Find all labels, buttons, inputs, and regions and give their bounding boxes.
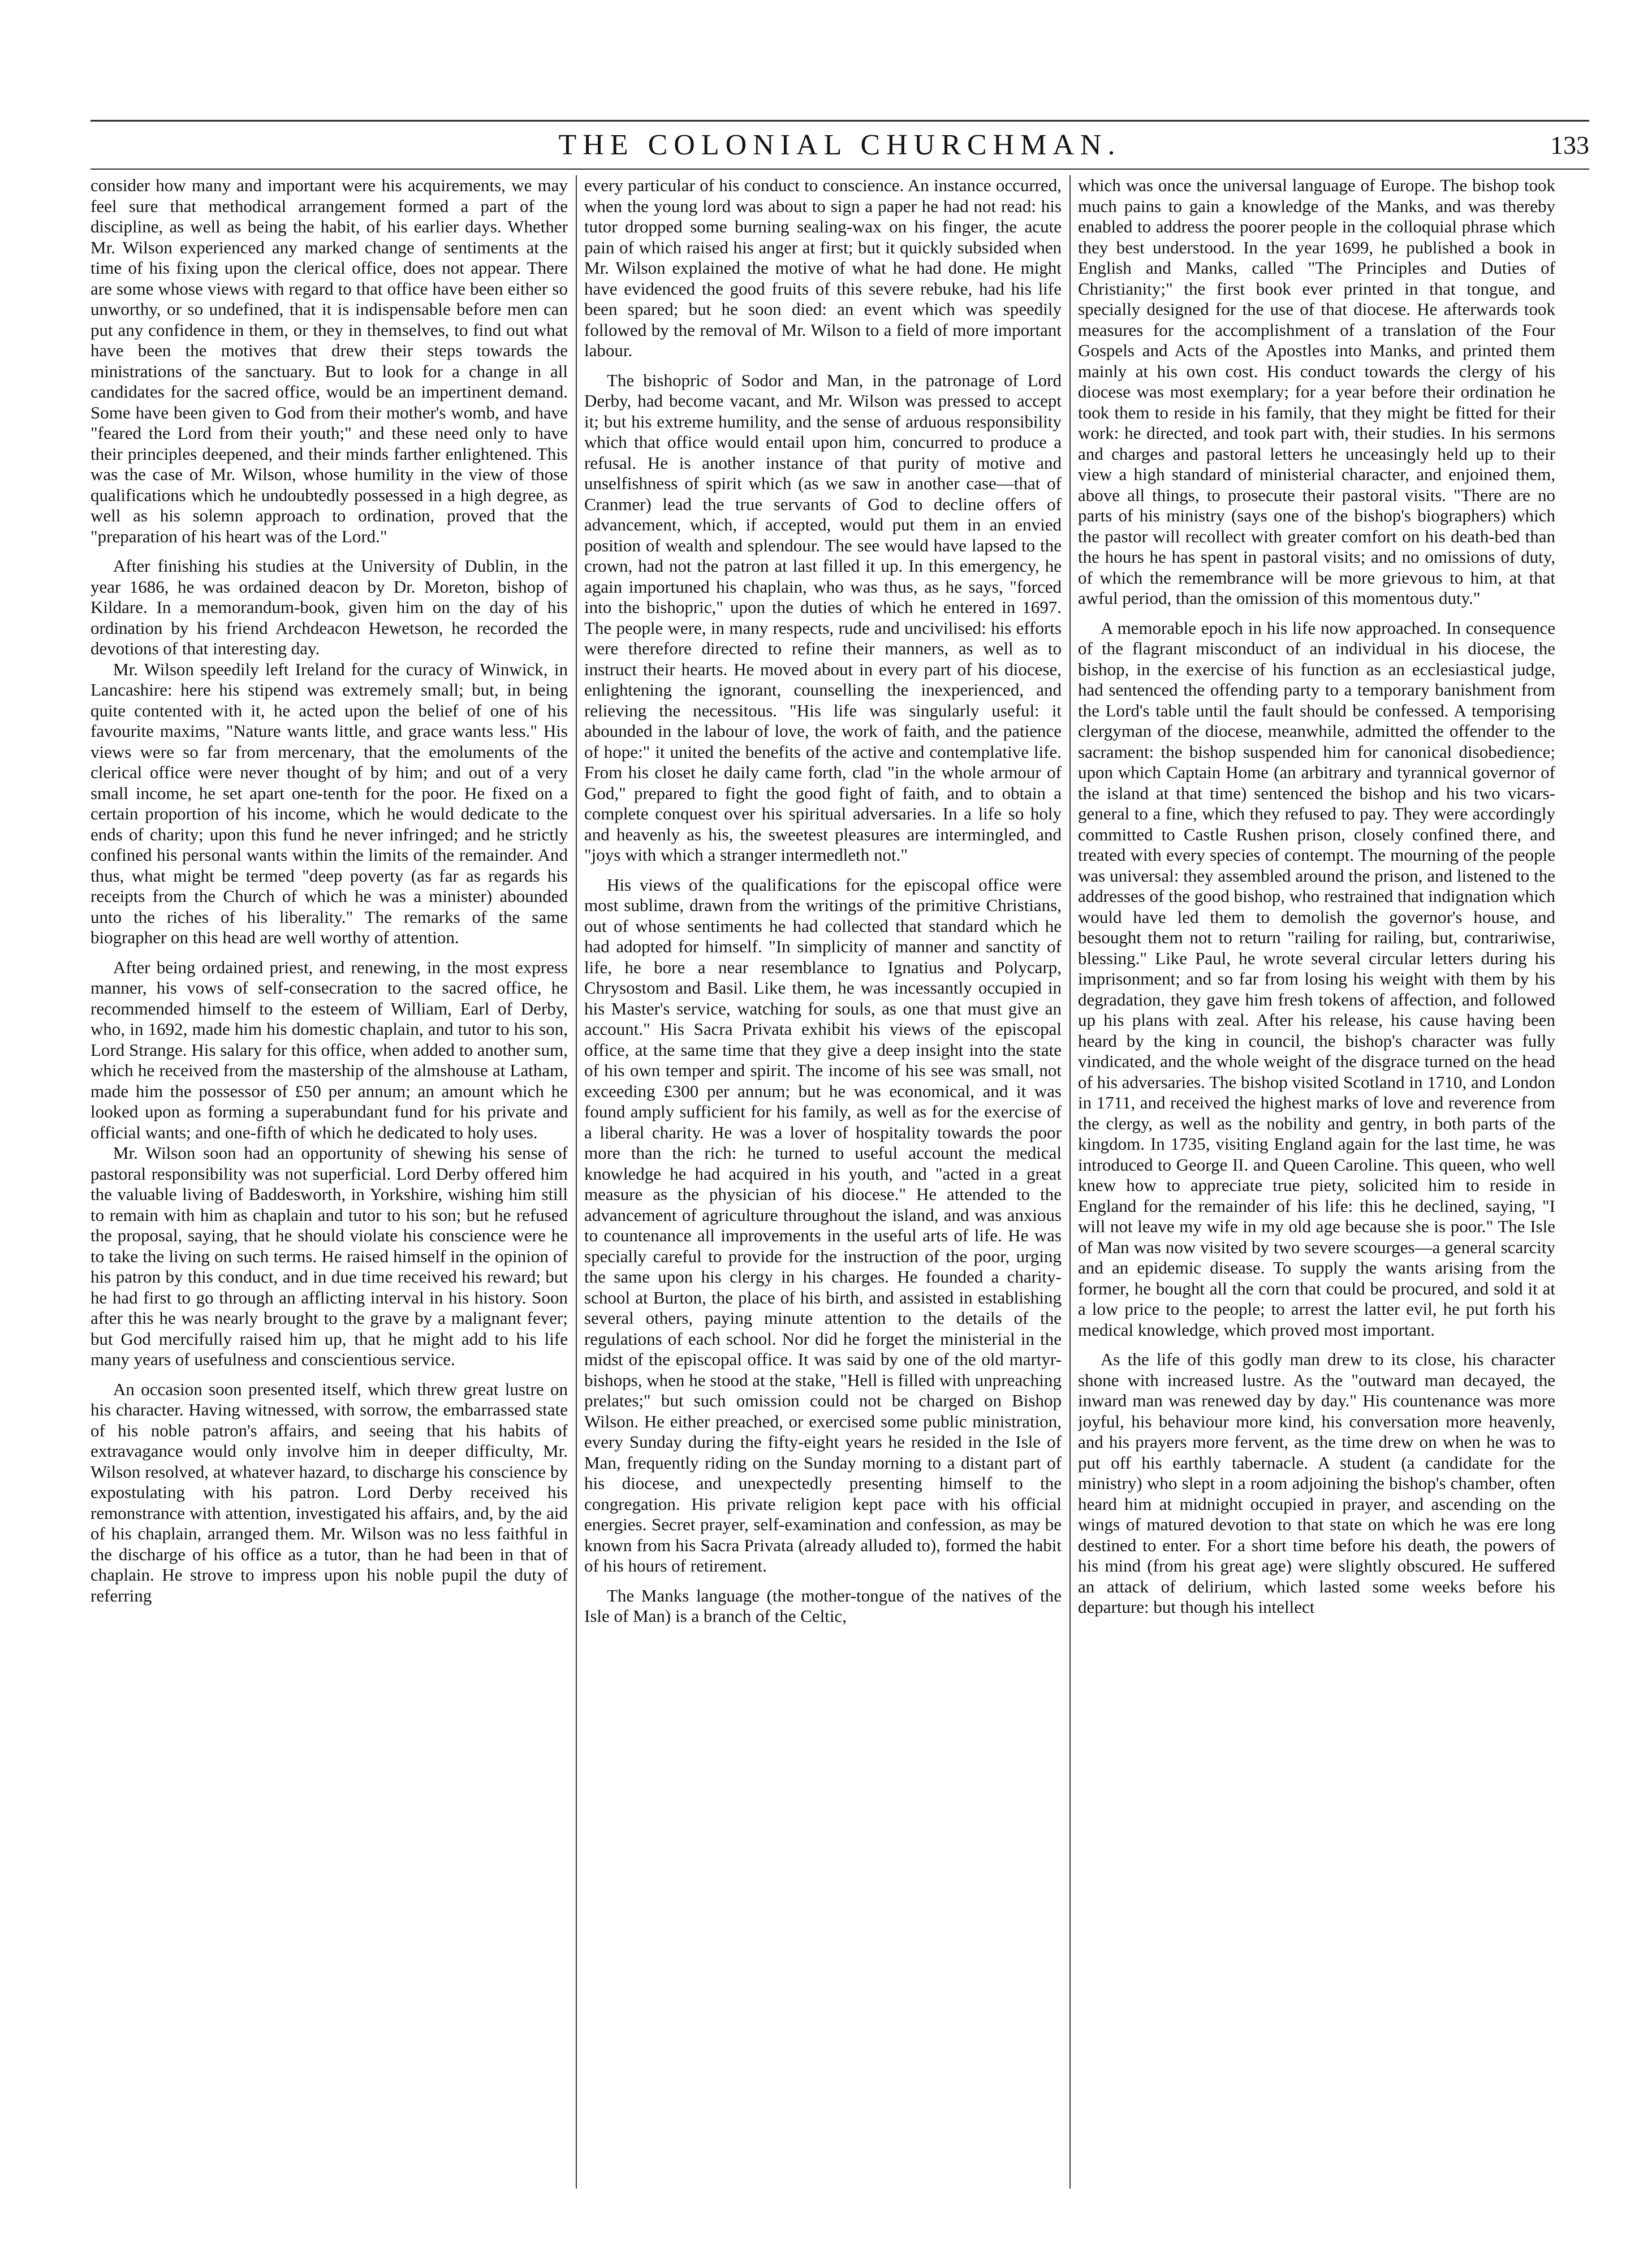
paragraph: After finishing his studies at the University of Dublin, in the year 1686, he was ordained deacon by Dr. Moreton, bishop of Kildare. In a memorandum-book, given him on the day of his ordination by his friend Archdeacon Hewetson, he recorded the devotions of that interesting day. [90,556,568,658]
column-divider [1069,175,1071,2189]
paragraph: every particular of his conduct to conscience. An instance occurred, when the young lord was about to sign a paper he had not read: his tutor dropped some burning sealing-wax on his finger, the acute pain of which raised his anger at first; but it quickly subsided when Mr. Wilson explained the motive of what he had done. He might have evidenced the good fruits of this severe rebuke, had his life been spared; but he soon died: an event which was speedily followed by the removal of Mr. Wilson to a field of more important labour. [584,175,1062,360]
paragraph: After being ordained priest, and renewing, in the most express manner, his vows of self-consecration to the sacred office, he recommended himself to the esteem of William, Earl of Derby, who, in 1692, made him his domestic chaplain, and tutor to his son, Lord Strange. His salary for this office, when added to another sum, which he received from the mastership of the almshouse at Latham, made him the possessor of £50 per annum; an amount which he looked upon as forming a superabundant fund for his private and official wants; and one-fifth of which he dedicated to holy uses. [90,957,568,1142]
paragraph: which was once the universal language of Europe. The bishop took much pains to gain a knowledge of the Manks, and was thereby enabled to address the poorer people in the colloquial phrase which they best understood. In the year 1699, he published a book in English and Manks, called "The Principles and Duties of Christianity;" the first book ever printed in that tongue, and specially designed for the use of that diocese. He afterwards took measures for the accomplishment of a translation of the Four Gospels and Acts of the Apostles into Manks, and printed them mainly at his own cost. His conduct towards the clergy of his diocese was most exemplary; for a year before their ordination he took them to reside in his family, that they might be fitted for their work: he directed, and took part with, their studies. In his sermons and charges and pastoral letters he unceasingly held up to their view a high standard of ministerial character, and enjoined them, above all things, to prosecute their pastoral visits. "There are no parts of his ministry (says one of the bishop's biographers) which the pastor will recollect with greater comfort on his death-bed than the hours he has spent in pastoral visits; and no omissions of duty, of which the remembrance will be more grievous to him, at that awful period, than the omission of this momentous duty." [1078,175,1555,608]
paragraph: As the life of this godly man drew to its close, his character shone with increased lustre. As the "outward man decayed, the inward man was renewed day by day." His countenance was more joyful, his behaviour more kind, his conversation more heavenly, and his prayers more fervent, as the time drew on when he was to put off his earthly tabernacle. A student (a candidate for the ministry) who slept in a room adjoining the bishop's chamber, often heard him at midnight occupied in prayer, and ascending on the wings of matured devotion to that state on which he was ere long destined to enter. For a short time before his death, the powers of his mind (from his great age) were slightly obscured. He suffered an attack of delirium, which lasted some weeks before his departure: but though his intellect [1078,1349,1555,1617]
paragraph: An occasion soon presented itself, which threw great lustre on his character. Having witnessed, with sorrow, the embarrassed state of his noble patron's affairs, and seeing that his habits of extravagance would only involve him in deeper difficulty, Mr. Wilson resolved, at whatever hazard, to discharge his conscience by expostulating with his patron. Lord Derby received his remonstrance with attention, investigated his affairs, and, by the aid of his chaplain, arranged them. Mr. Wilson was no less faithful in the discharge of his office as a tutor, than he had been in that of chaplain. He strove to impress upon his noble pupil the duty of referring [90,1379,568,1605]
paragraph: Mr. Wilson speedily left Ireland for the curacy of Winwick, in Lancashire: here his stipend was extremely small; but, in being quite contented with it, he acted upon the belief of one of his favourite maxims, "Nature wants little, and grace wants less." His views were so far from mercenary, that the emoluments of the clerical office were never thought of by him; and out of a very small income, he set apart one-tenth for the poor. He fixed on a certain proportion of his income, which he would dedicate to the ends of charity; upon this fund he never infringed; and he strictly confined his personal wants within the limits of the remainder. And thus, what might be termed "deep poverty (as far as regards his receipts from the Church of which he was a minister) abounded unto the riches of his liberality." The remarks of the same biographer on this head are well worthy of attention. [90,659,568,947]
paragraph: A memorable epoch in his life now approached. In consequence of the flagrant misconduct of an individual in his diocese, the bishop, in the exercise of his function as an ecclesiastical judge, had sentenced the offending party to a temporary banishment from the Lord's table until the fault should be confessed. A temporising clergyman of the diocese, meanwhile, admitted the offender to the sacrament: the bishop suspended him for canonical disobedience; upon which Captain Home (an arbitrary and tyrannical governor of the island at that time) sentenced the bishop and his two vicars-general to a fine, which they refused to pay. They were accordingly committed to Castle Rushen prison, closely confined there, and treated with every species of contempt. The mourning of the people was universal: they assembled around the prison, and listened to the addresses of the good bishop, who restrained that indignation which would have led them to demolish the governor's house, and besought them not to return "railing for railing, but, contrariwise, blessing." Like Paul, he wrote several circular letters during his imprisonment; and so far from losing his weight with them by his degradation, they gave him fresh tokens of affection, and followed up his plans with zeal. After his release, his cause having been heard by the king in council, the bishop's character was fully vindicated, and the whole weight of the disgrace turned on the head of his adversaries. The bishop visited Scotland in 1710, and London in 1711, and received the highest marks of love and reverence from the clergy, as well as the nobility and gentry, in both parts of the kingdom. In 1735, visiting England again for the last time, he was introduced to George II. and Queen Caroline. This queen, who well knew how to appreciate true piety, solicited him to reside in England for the remainder of his life: this he declined, saying, "I will not leave my wife in my old age because she is poor." The Isle of Man was now visited by two severe scourges—a general scarcity and an epidemic disease. To supply the wants arising from the former, he bought all the corn that could be procured, and sold it at a low price to the people; to arrest the latter evil, he put forth his medical knowledge, which proved most important. [1078,618,1555,1340]
header-rule-bottom [90,169,1589,170]
paragraph: The bishopric of Sodor and Man, in the patronage of Lord Derby, had become vacant, and Mr. Wilson was pressed to accept it; but his extreme humility, and the sense of arduous responsibility which that office would entail upon him, concurred to produce a refusal. He is another instance of that purity of motive and unselfishness of spirit which (as we saw in another case—that of Cranmer) lead the true servants of God to decline offers of advancement, which, if accepted, would put them in an envied position of wealth and splendour. The see would have lapsed to the crown, had not the patron at last filled it up. In this emergency, he again importuned his chaplain, who was thus, as he says, "forced into the bishopric," upon the duties of which he entered in 1697. The people were, in many respects, rude and uncivilised: his efforts were therefore directed to refine their manners, as well as to instruct their hearts. He moved about in every part of his diocese, enlightening the ignorant, counselling the inexperienced, and relieving the necessitous. "His life was singularly useful: it abounded in the labour of love, the work of faith, and the patience of hope:" it united the benefits of the active and contemplative life. From his closet he daily came forth, clad "in the whole armour of God," prepared to fight the good fight of faith, and to obtain a complete conquest over his spiritual adversaries. In a life so holy and heavenly as his, the sweetest pleasures are intermingled, and "joys with which a stranger intermedleth not." [584,370,1062,865]
column-3 [1078,175,1555,2189]
text-columns [90,175,1589,2189]
column-1 [90,175,568,2189]
paragraph: Mr. Wilson soon had an opportunity of shewing his sense of pastoral responsibility was not superficial. Lord Derby offered him the valuable living of Baddesworth, in Yorkshire, wishing him still to remain with him as chaplain and tutor to his son; but he refused the proposal, saying, that he should violate his conscience were he to take the living on such terms. He raised himself in the opinion of his patron by this conduct, and in due time received his reward; but he had first to go through an afflicting interval in his history. Soon after this he was nearly brought to the grave by a malignant fever; but God mercifully raised him up, that he might add to his life many years of usefulness and conscientious service. [90,1143,568,1369]
page-header [90,128,1589,163]
header-rule-top [90,120,1589,122]
column-2 [584,175,1062,2189]
page-number: 133 [1550,131,1589,159]
running-title: THE COLONIAL CHURCHMAN. [558,129,1122,161]
paragraph: consider how many and important were his acquirements, we may feel sure that methodical arrangement formed a part of the discipline, as well as being the habit, of his earlier days. Whether Mr. Wilson experienced any marked change of sentiments at the time of his fixing upon the clerical office, does not appear. There are some whose views with regard to that office have been either so unworthy, or so undefined, that it is indispensable before men can put any confidence in them, or they in themselves, to find out what have been the motives that drew their steps towards the ministrations of the sanctuary. But to look for a change in all candidates for the sacred office, would be an impertinent demand. Some have been given to God from their mother's womb, and have "feared the Lord from their youth;" and these need only to have their principles deepened, and their minds farther enlightened. This was the case of Mr. Wilson, whose humility in the view of those qualifications which he undoubtedly possessed in a high degree, as well as his solemn approach to ordination, proved that the "preparation of his heart was of the Lord." [90,175,568,546]
paragraph: The Manks language (the mother-tongue of the natives of the Isle of Man) is a branch of the Celtic, [584,1585,1062,1626]
column-divider [576,175,577,2189]
paragraph: His views of the qualifications for the episcopal office were most sublime, drawn from the writings of the primitive Christians, out of whose sentiments he had collected that standard which he had adopted for himself. "In simplicity of manner and sanctity of life, he bore a near resemblance to Ignatius and Polycarp, Chrysostom and Basil. Like them, he was incessantly occupied in his Master's service, watching for souls, as one that must give an account." His Sacra Privata exhibit his views of the episcopal office, at the same time that they give a deep insight into the state of his own temper and spirit. The income of his see was small, not exceeding £300 per annum; but he was economical, and it was found amply sufficient for his family, as well as for the exercise of a liberal charity. He was a lover of hospitality towards the poor more than the rich: he turned to useful account the medical knowledge he had acquired in his youth, and "acted in a great measure as the physician of his diocese." He attended to the advancement of agriculture throughout the island, and was anxious to countenance all improvements in the useful arts of life. He was specially careful to provide for the instruction of the poor, urging the same upon his clergy in his charges. He founded a charity-school at Burton, the place of his birth, and assisted in establishing several others, paying minute attention to the details of the regulations of each school. Nor did he forget the ministerial in the midst of the episcopal office. It was said by one of the old martyr-bishops, when he stood at the stake, "Hell is filled with unpreaching prelates;" but such omission could not be charged on Bishop Wilson. He either preached, or exercised some public ministration, every Sunday during the fifty-eight years he resided in the Isle of Man, frequently riding on the Sunday morning to a distant part of his diocese, and unexpectedly presenting himself to the congregation. His private religion kept pace with his official energies. Secret prayer, self-examination and confession, as may be known from his Sacra Privata (already alluded to), formed the habit of his hours of retirement. [584,874,1062,1576]
